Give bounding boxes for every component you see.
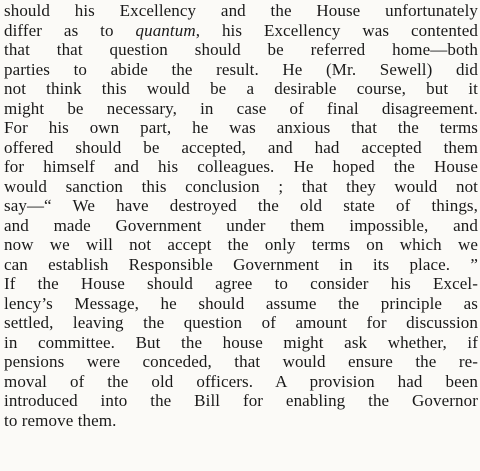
text-line: say—“ We have destroyed the old state of things,	[4, 196, 478, 215]
text-line: parties to abide the result. He (Mr. Sewell) did	[4, 59, 478, 79]
article-body	[4, 1, 478, 430]
italic-word: quantum	[135, 20, 196, 40]
text-line: If the House should agree to consider his Excel-	[4, 274, 478, 293]
text-line: For his own part, he was anxious that the terms	[4, 118, 478, 137]
text-line: differ as to quantum, his Excellency was contented	[4, 20, 478, 40]
text-line: would sanction this conclusion ; that they would not	[4, 176, 478, 196]
text-line: in committee. But the house might ask whether, if	[4, 332, 478, 352]
text-line: offered should be accepted, and had accepted them	[4, 137, 478, 157]
text-line: introduced into the Bill for enabling the Governor	[4, 391, 478, 410]
text-line: pensions were conceded, that would ensure the re-	[4, 352, 478, 371]
text-line: should his Excellency and the House unfortunately	[4, 1, 478, 20]
text-line: for himself and his colleagues. He hoped the House	[4, 157, 478, 176]
text-line: moval of the old officers. A provision had been	[4, 371, 478, 391]
text-line: that that question should be referred home—both	[4, 40, 478, 59]
text-line: settled, leaving the question of amount for discussion	[4, 313, 478, 332]
text-line: can establish Responsible Government in its place. ”	[4, 254, 478, 274]
text-line: and made Government under them impossible, and	[4, 215, 478, 235]
text-line: not think this would be a desirable course, but it	[4, 79, 478, 98]
text-line: to remove them.	[4, 410, 117, 430]
text-line: now we will not accept the only terms on which we	[4, 235, 478, 254]
text-line: might be necessary, in case of final disagreement.	[4, 98, 478, 118]
text-line: lency’s Message, he should assume the principle as	[4, 293, 478, 313]
